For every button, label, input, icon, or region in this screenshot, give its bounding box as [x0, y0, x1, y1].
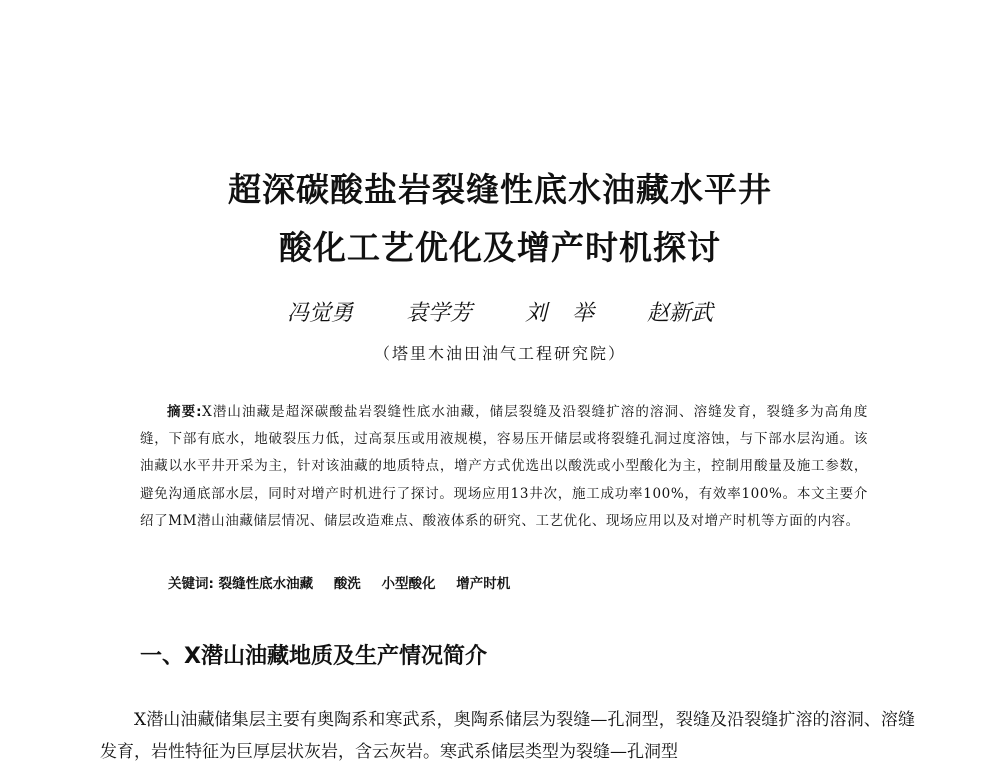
keyword: 小型酸化	[381, 576, 436, 592]
abstract	[140, 399, 868, 535]
keywords	[168, 572, 868, 596]
keywords-label: 关键词:	[168, 576, 214, 592]
author-name: 赵新武	[647, 301, 714, 326]
body-paragraph: X潜山油藏储集层主要有奥陶系和寒武系，奥陶系储层为裂缝—孔洞型，裂缝及沿裂缝扩溶的溶洞、溶缝发育，岩性特征为巨厚层状灰岩，含云灰岩。寒武系储层类型为裂缝—孔洞型	[100, 710, 915, 762]
keyword: 酸洗	[333, 576, 361, 592]
affiliation: （塔里木油田油气工程研究院）	[373, 344, 626, 363]
author-name: 冯觉勇	[286, 301, 353, 326]
paper-title-line-2: 酸化工艺优化及增产时机探讨	[279, 228, 721, 267]
author-name: 刘 举	[525, 301, 594, 326]
author-name: 袁学芳	[405, 301, 472, 326]
paper-title-line-1: 超深碳酸盐岩裂缝性底水油藏水平井	[228, 170, 772, 209]
abstract-label: 摘要:	[167, 404, 203, 420]
author-list	[0, 299, 1000, 329]
keyword: 裂缝性底水油藏	[218, 576, 314, 592]
keyword: 增产时机	[456, 576, 511, 592]
abstract-text: X潜山油藏是超深碳酸盐岩裂缝性底水油藏，储层裂缝及沿裂缝扩溶的溶洞、溶缝发育，裂缝多为高角度缝，下部有底水，地破裂压力低，过高泵压或用液规模，容易压开储层或将裂缝孔洞过度溶蚀，与下部水层沟通。该油藏以水平井开采为主，针对该油藏的地质特点，增产方式优选出以酸洗或小型酸化为主，控制用酸量及施工参数，避免沟通底部水层，同时对增产时机进行了探讨。现场应用13井次，施工成功率100%，有效率100%。本文主要介绍了MM潜山油藏储层情况、储层改造难点、酸液体系的研究、工艺优化、现场应用以及对增产时机等方面的内容。	[140, 404, 868, 529]
section-heading: 一、X潜山油藏地质及生产情况简介	[140, 644, 487, 669]
